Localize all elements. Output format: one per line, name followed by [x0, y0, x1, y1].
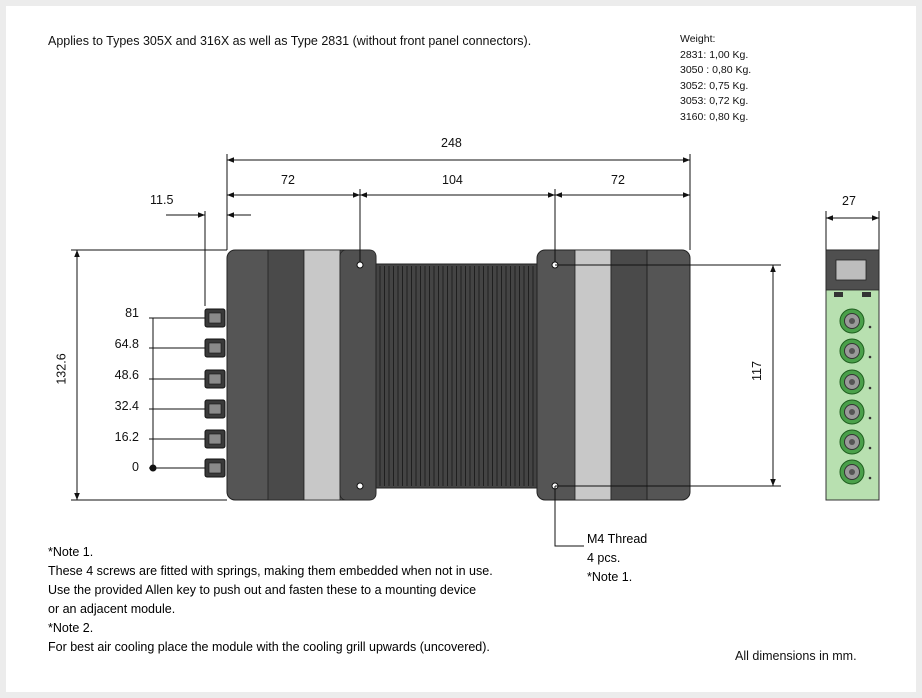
thread-note-line: 4 pcs.: [587, 551, 621, 565]
thread-note: [587, 530, 647, 587]
front-display-window: [836, 260, 866, 280]
origin-dot: [150, 465, 157, 472]
connector-position-label: 16.2: [114, 430, 139, 444]
connector-position-label: 48.6: [114, 368, 139, 382]
connector-position-label: 0: [132, 460, 139, 474]
dim-right-section: 72: [611, 173, 625, 187]
dim-overall-length: 248: [441, 136, 462, 150]
dim-screw-spacing: 117: [749, 361, 764, 381]
side-connectors: [149, 309, 225, 477]
note2-line: For best air cooling place the module with the cooling grill upwards (uncovered).: [48, 640, 490, 654]
connector-position-label: 64.8: [114, 337, 139, 351]
weight-row: 3052: 0,75 Kg.: [680, 79, 749, 92]
note1-line: or an adjacent module.: [48, 602, 176, 616]
dim-middle-section: 104: [442, 173, 463, 187]
note1-line: These 4 screws are fitted with springs, making them embedded when not in use.: [48, 564, 493, 578]
module-side-view: [227, 250, 690, 500]
note1-title: *Note 1.: [48, 545, 94, 559]
dim-connector-offset: 11.5: [150, 193, 174, 207]
note2-title: *Note 2.: [48, 621, 94, 635]
connector-position-label: 32.4: [114, 399, 139, 413]
note1-line: Use the provided Allen key to push out and fasten these to a mounting device: [48, 583, 477, 597]
thread-note-line: M4 Thread: [587, 532, 648, 546]
units-text: All dimensions in mm.: [735, 649, 857, 663]
weight-block: [680, 32, 751, 125]
right-light-panel: [575, 250, 611, 500]
drawing-sheet: [6, 6, 916, 692]
dim-left-section: 72: [281, 173, 295, 187]
weight-row: 2831: 1,00 Kg.: [680, 48, 749, 61]
left-light-panel: [304, 250, 340, 500]
weight-title: Weight:: [680, 33, 716, 45]
applies-text: Applies to Types 305X and 316X as well as Type 2831 (without front panel connectors).: [48, 34, 532, 48]
weight-row: 3053: 0,72 Kg.: [680, 95, 749, 107]
notes-block: [48, 543, 493, 657]
weight-row: 3050 : 0,80 Kg.: [680, 64, 752, 76]
dim-height: 132.6: [54, 353, 69, 385]
dim-front-width: 27: [842, 194, 856, 208]
thread-note-line: *Note 1.: [587, 570, 633, 584]
connector-position-label: 81: [125, 306, 139, 320]
weight-row: 3160: 0,80 Kg.: [680, 110, 749, 123]
screw-top-left: [357, 262, 363, 268]
screw-bottom-left: [357, 483, 363, 489]
module-front-view: [826, 250, 879, 500]
